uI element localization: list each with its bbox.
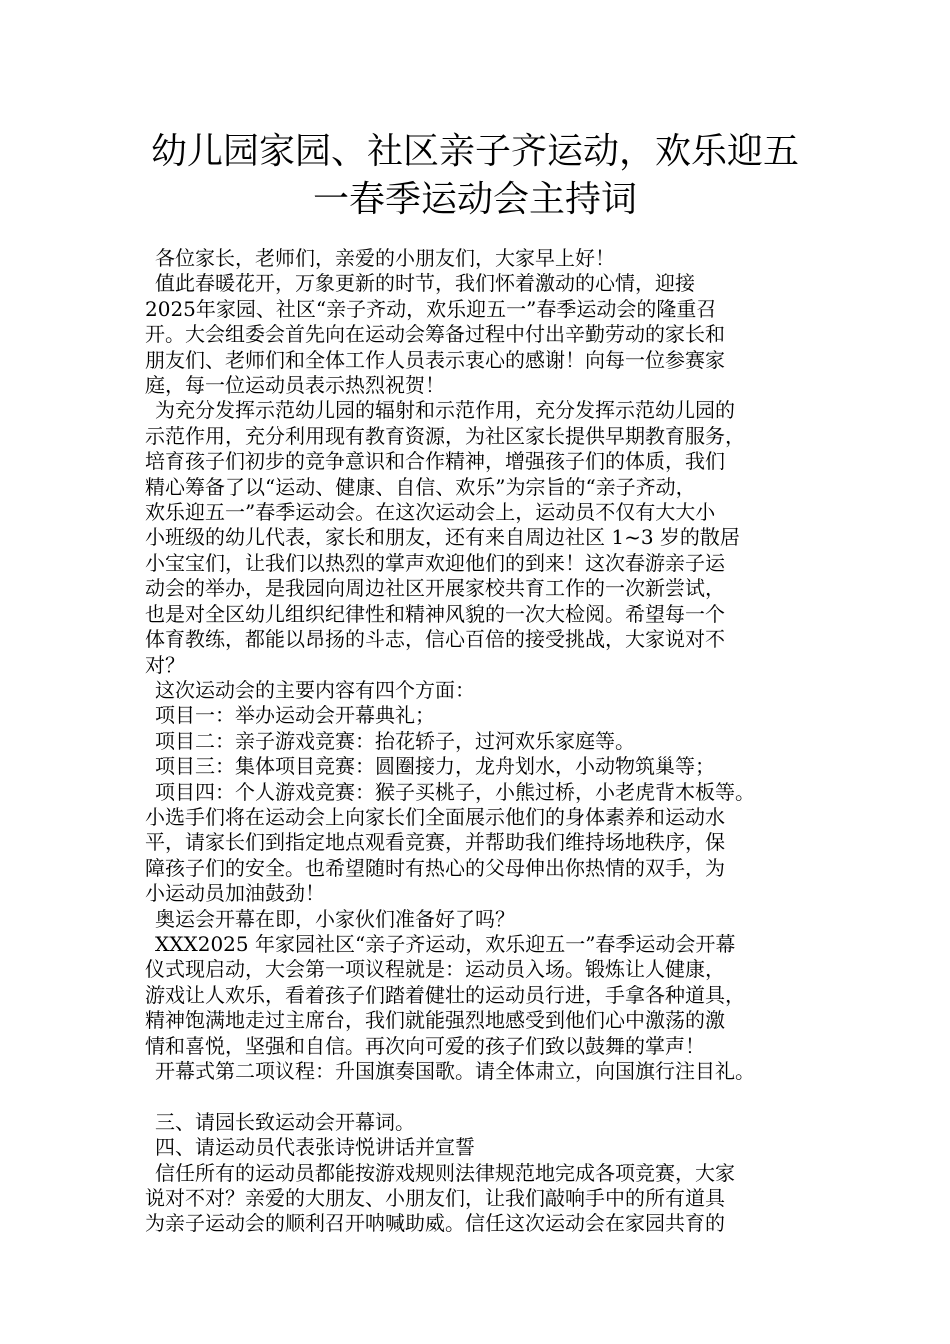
paragraph-line: 信任所有的运动员都能按游戏规则法律规范地完成各项竞赛，大家 [155, 1160, 735, 1185]
paragraph-line: 值此春暖花开，万象更新的时节，我们怀着激动的心情，迎接 [155, 271, 695, 296]
paragraph-line: 项目二：亲子游戏竞赛：抬花轿子，过河欢乐家庭等。 [155, 728, 635, 753]
paragraph-line: 精心筹备了以“运动、健康、自信、欢乐”为宗旨的“亲子齐动， [145, 474, 696, 499]
paragraph-line: 这次运动会的主要内容有四个方面： [155, 677, 475, 702]
paragraph-line: 开幕式第二项议程：升国旗奏国歌。请全体肃立，向国旗行注目礼。 [155, 1059, 755, 1083]
paragraph-line: 仪式现启动，大会第一项议程就是：运动员入场。锻炼让人健康， [145, 957, 725, 982]
paragraph [145, 1161, 825, 1237]
document-body [145, 246, 825, 1237]
paragraph-line: 也是对全区幼儿组织纪律性和精神风貌的一次大检阅。希望每一个 [145, 601, 725, 626]
paragraph [145, 754, 825, 779]
paragraph-line: 平，请家长们到指定地点观看竞赛，并帮助我们维持场地秩序，保 [145, 830, 725, 855]
paragraph [145, 678, 825, 703]
paragraph-line: 小班级的幼儿代表，家长和朋友，还有来自周边社区 1~3 岁的散居 [145, 525, 740, 550]
paragraph-line: 朋友们、老师们和全体工作人员表示衷心的感谢！向每一位参赛家 [145, 347, 725, 372]
paragraph-line: 庭，每一位运动员表示热烈祝贺！ [145, 373, 445, 398]
paragraph [145, 246, 825, 271]
paragraph-line: 小运动员加油鼓劲！ [145, 881, 325, 906]
paragraph-line: 培育孩子们初步的竞争意识和合作精神，增强孩子们的体质，我们 [145, 449, 725, 474]
paragraph [145, 907, 825, 932]
paragraph [145, 271, 825, 398]
paragraph-line: 对？ [145, 652, 185, 677]
paragraph-line: 奥运会开幕在即，小家伙们准备好了吗？ [155, 906, 515, 931]
paragraph [145, 729, 825, 754]
paragraph-line: 小选手们将在运动会上向家长们全面展示他们的身体素养和运动水 [145, 804, 725, 829]
paragraph-line: 为充分发挥示范幼儿园的辐射和示范作用，充分发挥示范幼儿园的 [155, 398, 735, 423]
paragraph [145, 780, 825, 907]
paragraph-line: XXX2025 年家园社区“亲子齐运动，欢乐迎五一”春季运动会开幕 [155, 931, 736, 956]
paragraph-line: 为亲子运动会的顺利召开呐喊助威。信任这次运动会在家园共育的 [145, 1211, 725, 1236]
paragraph-line: 欢乐迎五一”春季运动会。在这次运动会上，运动员不仅有大大小 [145, 500, 716, 525]
paragraph [145, 1059, 825, 1084]
paragraph-line: 四、请运动员代表张诗悦讲话并宣誓 [155, 1135, 475, 1160]
document-title [100, 128, 850, 224]
paragraph-line: 精神饱满地走过主席台，我们就能强烈地感受到他们心中激荡的激 [145, 1008, 725, 1033]
paragraph-line: 障孩子们的安全。也希望随时有热心的父母伸出你热情的双手，为 [145, 855, 725, 880]
paragraph-line: 动会的举办，是我园向周边社区开展家校共育工作的一次新尝试， [145, 576, 725, 601]
paragraph-line: 游戏让人欢乐，看着孩子们踏着健壮的运动员行进，手拿各种道具， [145, 982, 745, 1007]
paragraph-line: 体育教练，都能以昂扬的斗志，信心百倍的接受挑战，大家说对不 [145, 627, 725, 652]
paragraph [145, 1135, 825, 1160]
paragraph-line: 三、请园长致运动会开幕词。 [155, 1109, 415, 1134]
paragraph-line: 项目三：集体项目竞赛：圆圈接力，龙舟划水，小动物筑巢等； [155, 754, 715, 779]
title-line: 幼儿园家园、社区亲子齐运动，欢乐迎五 [150, 131, 799, 172]
paragraph-line: 小宝宝们，让我们以热烈的掌声欢迎他们的到来！这次春游亲子运 [145, 550, 725, 575]
paragraph-line: 开。大会组委会首先向在运动会筹备过程中付出辛勤劳动的家长和 [145, 322, 725, 347]
paragraph [145, 398, 825, 677]
paragraph [145, 703, 825, 728]
paragraph-line: 项目四：个人游戏竞赛：猴子买桃子，小熊过桥，小老虎背木板等。 [155, 779, 755, 804]
paragraph [145, 932, 825, 1059]
paragraph-line: 各位家长，老师们，亲爱的小朋友们，大家早上好！ [155, 246, 615, 270]
paragraph-line: 项目一：举办运动会开幕典礼； [155, 703, 435, 728]
paragraph-line: 情和喜悦，坚强和自信。再次向可爱的孩子们致以鼓舞的掌声！ [145, 1033, 705, 1058]
paragraph [145, 1110, 825, 1135]
paragraph-line: 说对不对？亲爱的大朋友、小朋友们，让我们敲响手中的所有道具 [145, 1186, 725, 1211]
blank-line [145, 1084, 825, 1109]
paragraph-line: 示范作用，充分利用现有教育资源，为社区家长提供早期教育服务， [145, 423, 745, 448]
paragraph-line: 2025年家园、社区“亲子齐动，欢乐迎五一”春季运动会的隆重召 [145, 296, 717, 321]
title-line: 一春季运动会主持词 [312, 179, 637, 220]
